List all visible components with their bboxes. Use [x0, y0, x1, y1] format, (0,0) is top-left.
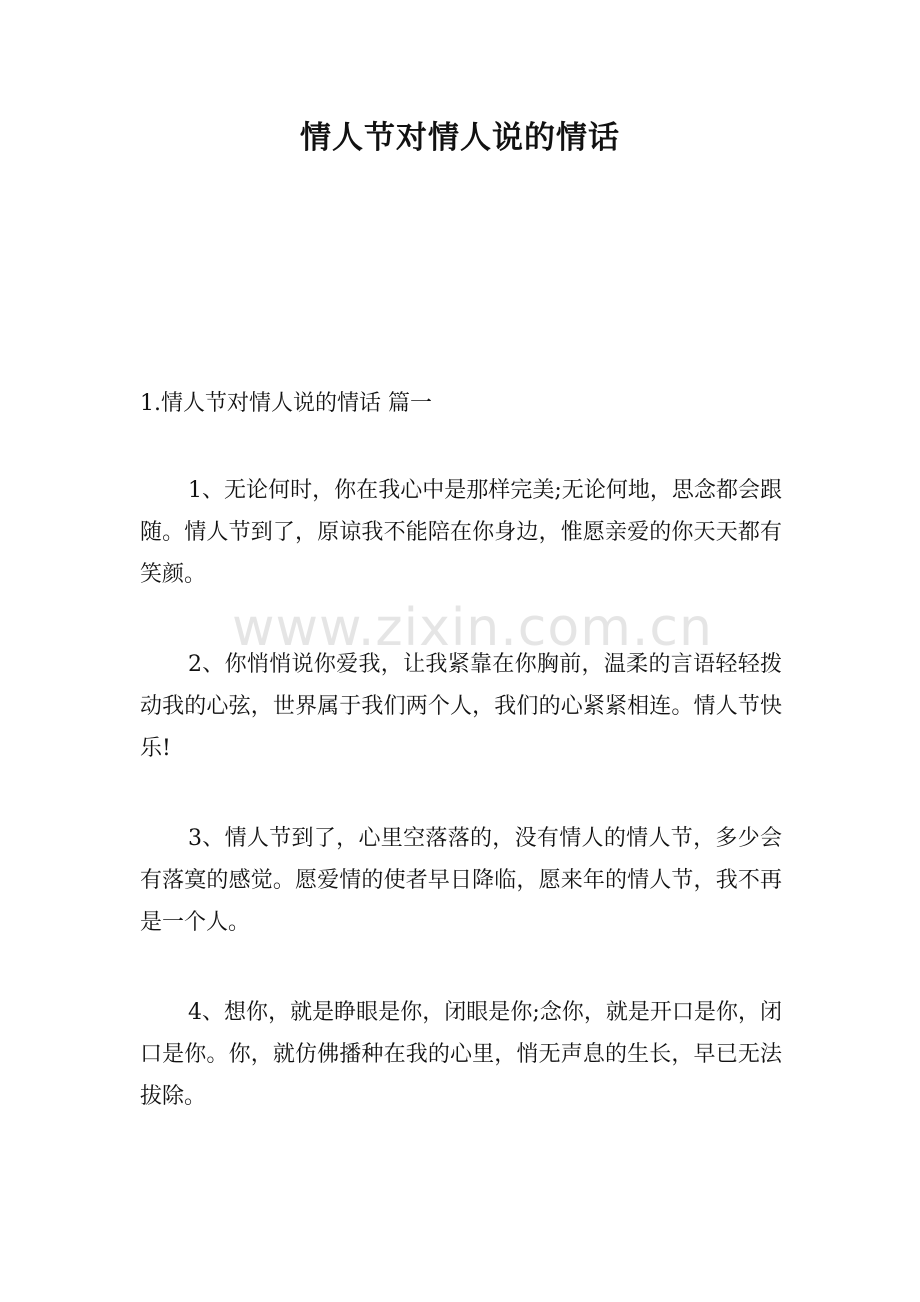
paragraph-1: 1、无论何时，你在我心中是那样完美;无论何地，思念都会跟随。情人节到了，原谅我不能陪在你身边，惟愿亲爱的你天天都有笑颜。: [140, 478, 782, 587]
document-body: [140, 470, 782, 1166]
watermark: www.zixin.com.cn: [232, 598, 713, 658]
section-heading: 1.情人节对情人说的情话 篇一: [140, 391, 432, 416]
paragraph-3: 3、情人节到了，心里空落落的，没有情人的情人节，多少会有落寞的感觉。愿爱情的使者早日降临，愿来年的情人节，我不再是一个人。: [140, 826, 782, 935]
document-title: 情人节对情人说的情话: [300, 120, 620, 156]
paragraph-4: 4、想你，就是睁眼是你，闭眼是你;念你，就是开口是你，闭口是你。你，就仿佛播种在我的心里，悄无声息的生长，早已无法拔除。: [140, 1000, 782, 1109]
paragraph-2: 2、你悄悄说你爱我，让我紧靠在你胸前，温柔的言语轻轻拨动我的心弦，世界属于我们两个人，我们的心紧紧相连。情人节快乐!: [140, 652, 782, 761]
